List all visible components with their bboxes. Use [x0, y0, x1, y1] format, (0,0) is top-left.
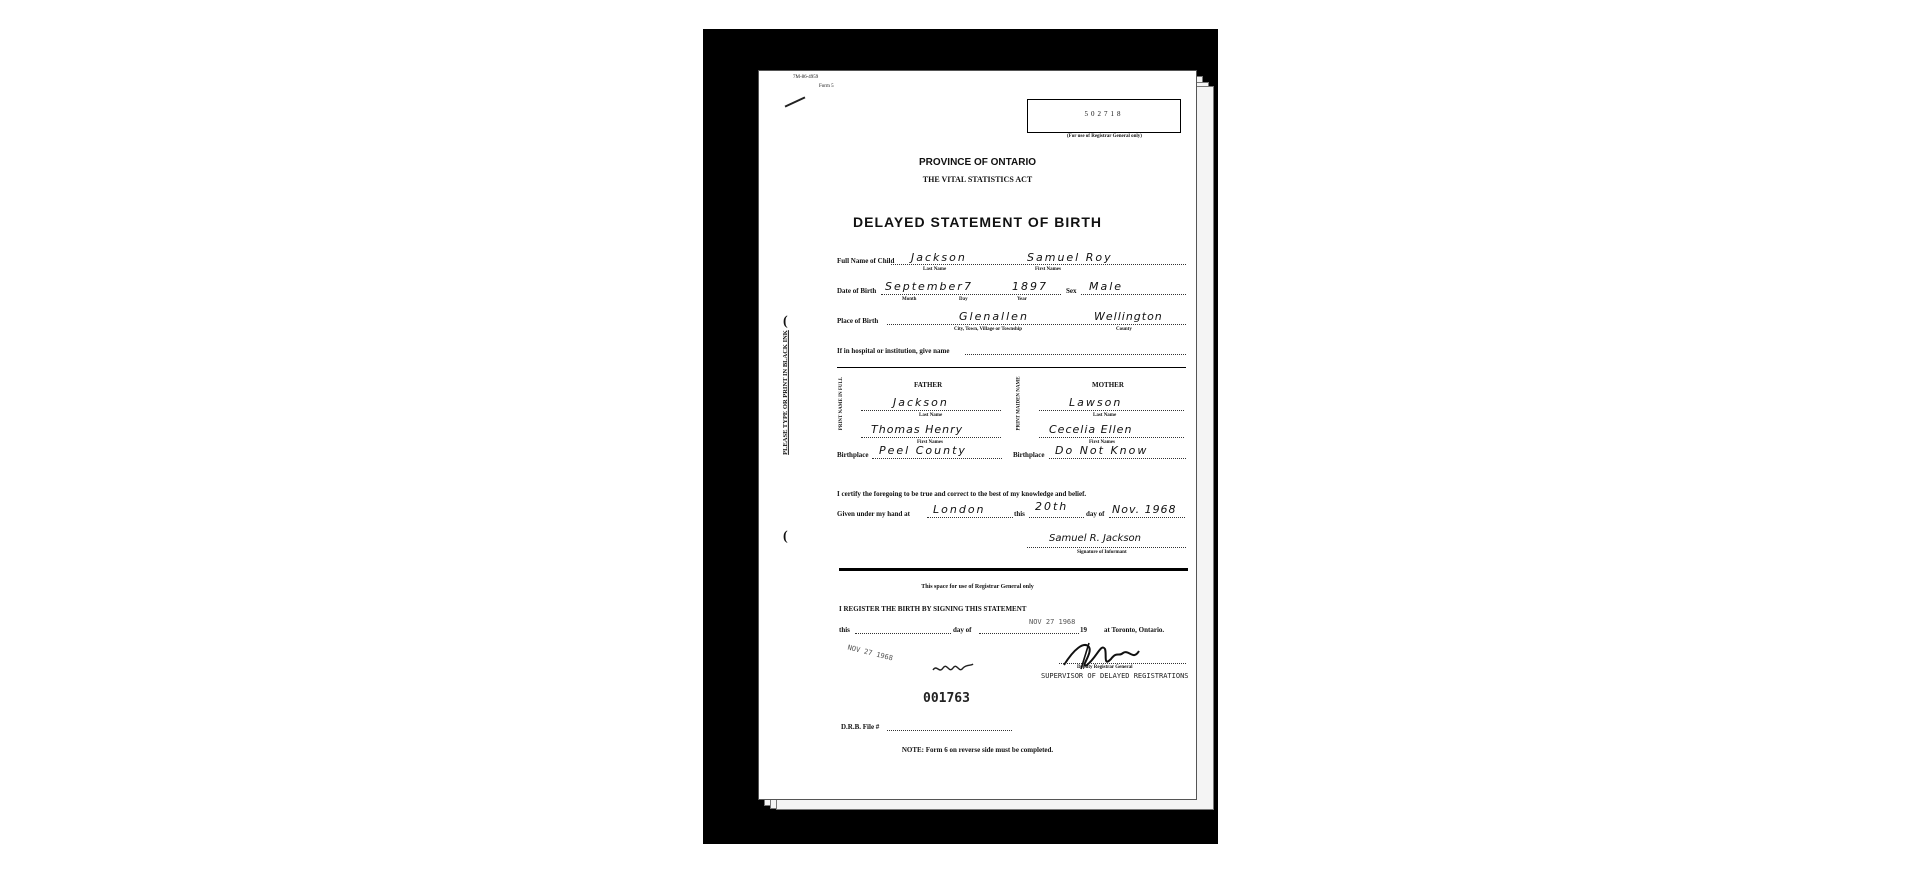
child-name-line	[891, 264, 1186, 265]
province-title: PROVINCE OF ONTARIO	[918, 157, 1037, 168]
stamp-number: 001763	[923, 691, 970, 706]
registrar-location: at Toronto, Ontario.	[1104, 626, 1165, 634]
registration-number-box	[1027, 99, 1181, 133]
caption-day: Day	[959, 297, 968, 302]
given-place-line	[927, 517, 1013, 518]
birth-city: Glenallen	[959, 310, 1029, 323]
registrar-signature-line	[1059, 663, 1186, 664]
father-last-line	[861, 410, 1001, 411]
pob-label: Place of Birth	[837, 317, 879, 325]
document-title: DELAYED STATEMENT OF BIRTH	[853, 214, 1102, 230]
caption-last-name: Last Name	[923, 267, 947, 272]
father-first-caption: First Names	[917, 440, 943, 445]
sex-value: Male	[1089, 280, 1124, 293]
caption-city: City, Town, Village or Township	[954, 327, 1022, 332]
punch-hole-mark: (	[783, 529, 788, 544]
father-birthplace-line	[872, 458, 1002, 459]
mother-birthplace: Do Not Know	[1055, 444, 1149, 457]
pob-line	[887, 324, 1186, 325]
given-day: 20th	[1035, 500, 1069, 513]
document-page	[758, 70, 1197, 800]
dob-label: Date of Birth	[837, 287, 877, 295]
act-title: THE VITAL STATISTICS ACT	[922, 175, 1033, 184]
drb-file-line	[887, 730, 1012, 731]
given-month-year: Nov. 1968	[1112, 503, 1177, 516]
father-side-note: PRINT NAME IN FULL	[839, 376, 845, 431]
pen-mark	[785, 96, 806, 107]
registrar-day-of-label: day of	[953, 626, 972, 634]
mother-first-caption: First Names	[1089, 440, 1115, 445]
birth-year: 1897	[1012, 280, 1048, 293]
mother-last-caption: Last Name	[1093, 413, 1117, 418]
signature-caption: Signature of Informant	[1077, 550, 1127, 555]
register-statement: I REGISTER THE BIRTH BY SIGNING THIS STATEMENT	[839, 605, 1027, 613]
registrar-month-line	[979, 633, 1079, 634]
sex-line	[1081, 294, 1186, 295]
mother-first-line	[1039, 437, 1184, 438]
received-stamp-date: NOV 27 1968	[846, 643, 894, 663]
given-day-line	[1029, 517, 1084, 518]
sex-label: Sex	[1066, 287, 1077, 295]
ink-instruction: PLEASE TYPE OR PRINT IN BLACK INK	[781, 330, 789, 455]
caption-month: Month	[902, 297, 917, 302]
registrar-space-note: This space for use of Registrar General only	[921, 584, 1034, 590]
registration-number: 502718	[1084, 110, 1124, 118]
child-last-name: Jackson	[911, 251, 967, 264]
deputy-registrar-caption: Deputy Registrar General	[1077, 665, 1133, 670]
registrar-this-label: this	[839, 626, 850, 634]
informant-signature: Samuel R. Jackson	[1049, 533, 1142, 544]
mother-birthplace-label: Birthplace	[1013, 451, 1045, 459]
child-first-names: Samuel Roy	[1027, 251, 1113, 264]
hospital-line	[965, 354, 1186, 355]
birth-month: September	[885, 280, 964, 293]
mother-last-name: Lawson	[1069, 396, 1123, 409]
father-birthplace: Peel County	[879, 444, 967, 457]
mother-heading: MOTHER	[1092, 381, 1124, 389]
given-label: Given under my hand at	[837, 510, 910, 518]
supervisor-stamp: SUPERVISOR OF DELAYED REGISTRATIONS	[1041, 672, 1189, 680]
form-code: 7M-86-4959	[793, 75, 819, 80]
registrar-day-line	[855, 633, 951, 634]
birth-day: 7	[964, 280, 973, 293]
father-last-caption: Last Name	[919, 413, 943, 418]
mother-side-note: PRINT MAIDEN NAME	[1016, 376, 1022, 431]
registration-note: (For use of Registrar General only)	[1067, 134, 1142, 139]
hospital-label: If in hospital or institution, give name	[837, 347, 950, 355]
dob-line	[881, 294, 1061, 295]
registrar-date-stamp: NOV 27 1968	[1029, 618, 1076, 626]
child-name-label: Full Name of Child	[837, 257, 895, 265]
father-first-line	[861, 437, 1001, 438]
punch-hole-mark: (	[783, 314, 788, 329]
mother-last-line	[1039, 410, 1184, 411]
this-label: this	[1014, 510, 1025, 518]
day-of-label: day of	[1086, 510, 1105, 518]
caption-county: County	[1116, 327, 1132, 332]
father-first-names: Thomas Henry	[871, 423, 964, 436]
thick-divider	[839, 568, 1188, 571]
footer-note: NOTE: Form 6 on reverse side must be completed.	[901, 746, 1054, 754]
birth-county: Wellington	[1094, 310, 1163, 323]
given-place: London	[933, 503, 986, 516]
father-birthplace-label: Birthplace	[837, 451, 869, 459]
caption-year: Year	[1017, 297, 1027, 302]
form-number: Form 5	[819, 84, 834, 89]
father-last-name: Jackson	[893, 396, 949, 409]
certify-statement: I certify the foregoing to be true and correct to the best of my knowledge and belief.	[837, 490, 1087, 498]
initials-mark	[931, 661, 975, 673]
mother-birthplace-line	[1049, 458, 1186, 459]
caption-first-names: First Names	[1035, 267, 1061, 272]
registrar-year-suffix: 19	[1080, 626, 1087, 634]
divider	[837, 367, 1186, 368]
given-month-line	[1109, 517, 1185, 518]
mother-first-names: Cecelia Ellen	[1049, 423, 1133, 436]
drb-file-label: D.R.B. File #	[841, 723, 880, 731]
father-heading: FATHER	[914, 381, 943, 389]
signature-line	[1027, 547, 1186, 548]
